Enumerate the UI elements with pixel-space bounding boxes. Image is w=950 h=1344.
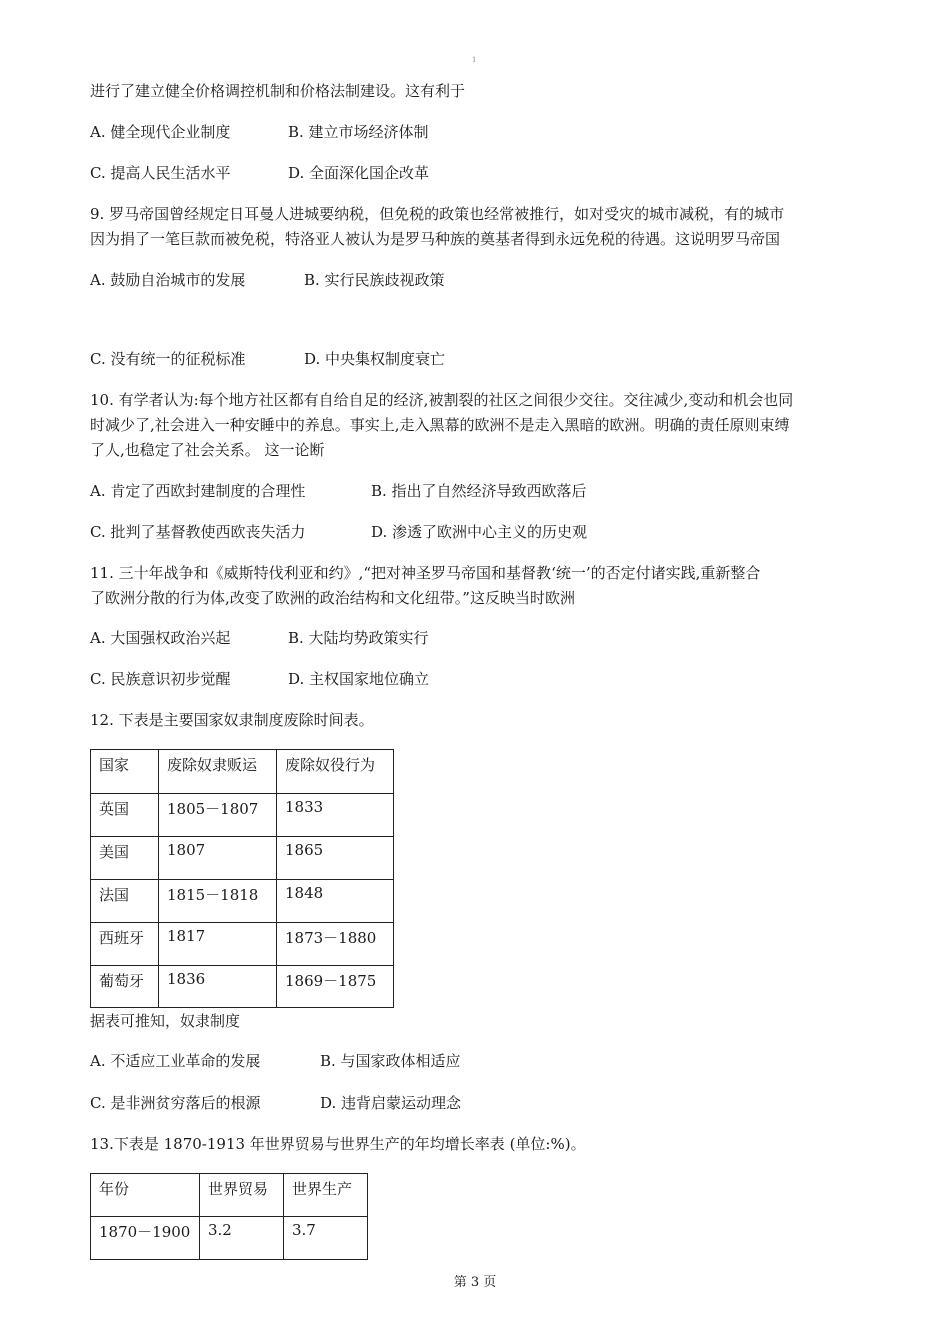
table-cell: 美国 — [91, 837, 159, 880]
table-cell: 葡萄牙 — [91, 966, 159, 1008]
q13-header-year: 年份 — [91, 1174, 200, 1217]
q11-option-d: D. 主权国家地位确立 — [288, 670, 430, 688]
q8-option-a: A. 健全现代企业制度 — [90, 123, 231, 141]
table-cell: 1848 — [277, 880, 394, 923]
q12-table — [90, 749, 394, 1008]
table-row — [91, 794, 394, 837]
table-cell: 1836 — [159, 966, 277, 1008]
table-row — [91, 1217, 368, 1260]
table-cell: 1869－1875 — [277, 966, 394, 1008]
q12-header-slavery: 废除奴役行为 — [277, 750, 394, 794]
table-cell: 1815－1818 — [159, 880, 277, 923]
q13-stem: 13.下表是 1870-1913 年世界贸易与世界生产的年均增长率表 (单位:%)。 — [90, 1135, 586, 1153]
table-cell: 英国 — [91, 794, 159, 837]
table-row — [91, 837, 394, 880]
q12-table-header-row — [91, 750, 394, 794]
q8-option-d: D. 全面深化国企改革 — [288, 164, 430, 182]
table-cell: 1865 — [277, 837, 394, 880]
q13-header-trade: 世界贸易 — [200, 1174, 284, 1217]
q10-stem-line-2: 时减少了,社会进入一种安睡中的养息。事实上,走入黑幕的欧洲不是走入黑暗的欧洲。明确的责任原则束缚 — [90, 416, 790, 434]
q12-option-c: C. 是非洲贫穷落后的根源 — [90, 1094, 261, 1112]
table-cell: 1817 — [159, 923, 277, 966]
q9-option-b: B. 实行民族歧视政策 — [304, 271, 445, 289]
table-cell: 3.2 — [200, 1217, 284, 1260]
table-cell: 1805－1807 — [159, 794, 277, 837]
table-cell: 1833 — [277, 794, 394, 837]
table-row — [91, 923, 394, 966]
table-cell: 1870－1900 — [91, 1217, 200, 1260]
page-top-mark: 1 — [472, 56, 477, 64]
q10-stem-line-1: 10. 有学者认为:每个地方社区都有自给自足的经济,被割裂的社区之间很少交往。交往减少,变动和机会也同 — [90, 391, 794, 409]
table-row — [91, 880, 394, 923]
q13-table — [90, 1173, 368, 1260]
table-cell: 3.7 — [284, 1217, 368, 1260]
q10-option-b: B. 指出了自然经济导致西欧落后 — [371, 482, 587, 500]
q8-stem: 进行了建立健全价格调控机制和价格法制建设。这有利于 — [90, 82, 466, 100]
q10-option-a: A. 肯定了西欧封建制度的合理性 — [90, 482, 306, 500]
q11-stem-line-1: 11. 三十年战争和《威斯特伐利亚和约》,“把对神圣罗马帝国和基督教‘统一’的否定付诸实践,重新整合 — [90, 564, 761, 582]
q9-option-a: A. 鼓励自治城市的发展 — [90, 271, 246, 289]
q12-header-trade: 废除奴隶贩运 — [159, 750, 277, 794]
q12-stem: 12. 下表是主要国家奴隶制度废除时间表。 — [90, 711, 374, 729]
q9-option-d: D. 中央集权制度衰亡 — [304, 350, 446, 368]
q12-option-a: A. 不适应工业革命的发展 — [90, 1052, 261, 1070]
q12-inference: 据表可推知，奴隶制度 — [90, 1012, 241, 1030]
q11-stem-line-2: 了欧洲分散的行为体,改变了欧洲的政治结构和文化纽带。”这反映当时欧洲 — [90, 589, 575, 607]
table-cell: 法国 — [91, 880, 159, 923]
q13-table-header-row — [91, 1174, 368, 1217]
page-footer: 第 3 页 — [453, 1275, 497, 1290]
q10-option-d: D. 渗透了欧洲中心主义的历史观 — [371, 523, 588, 541]
table-cell: 1807 — [159, 837, 277, 880]
q9-stem-line-2: 因为捐了一笔巨款而被免税，特洛亚人被认为是罗马种族的奠基者得到永远免税的待遇。这说明罗马帝国 — [90, 230, 781, 248]
q11-option-c: C. 民族意识初步觉醒 — [90, 670, 231, 688]
q10-stem-line-3: 了人,也稳定了社会关系。 这一论断 — [90, 441, 325, 459]
q12-header-country: 国家 — [91, 750, 159, 794]
q13-header-production: 世界生产 — [284, 1174, 368, 1217]
q12-option-b: B. 与国家政体相适应 — [320, 1052, 461, 1070]
table-cell: 1873－1880 — [277, 923, 394, 966]
table-cell: 西班牙 — [91, 923, 159, 966]
table-row — [91, 966, 394, 1008]
q12-option-d: D. 违背启蒙运动理念 — [320, 1094, 462, 1112]
q9-option-c: C. 没有统一的征税标准 — [90, 350, 246, 368]
q8-option-b: B. 建立市场经济体制 — [288, 123, 429, 141]
q11-option-b: B. 大陆均势政策实行 — [288, 629, 429, 647]
q9-stem-line-1: 9. 罗马帝国曾经规定日耳曼人进城要纳税，但免税的政策也经常被推行，如对受灾的城市减税，有的城市 — [90, 205, 785, 223]
q8-option-c: C. 提高人民生活水平 — [90, 164, 231, 182]
q11-option-a: A. 大国强权政治兴起 — [90, 629, 231, 647]
q10-option-c: C. 批判了基督教使西欧丧失活力 — [90, 523, 306, 541]
